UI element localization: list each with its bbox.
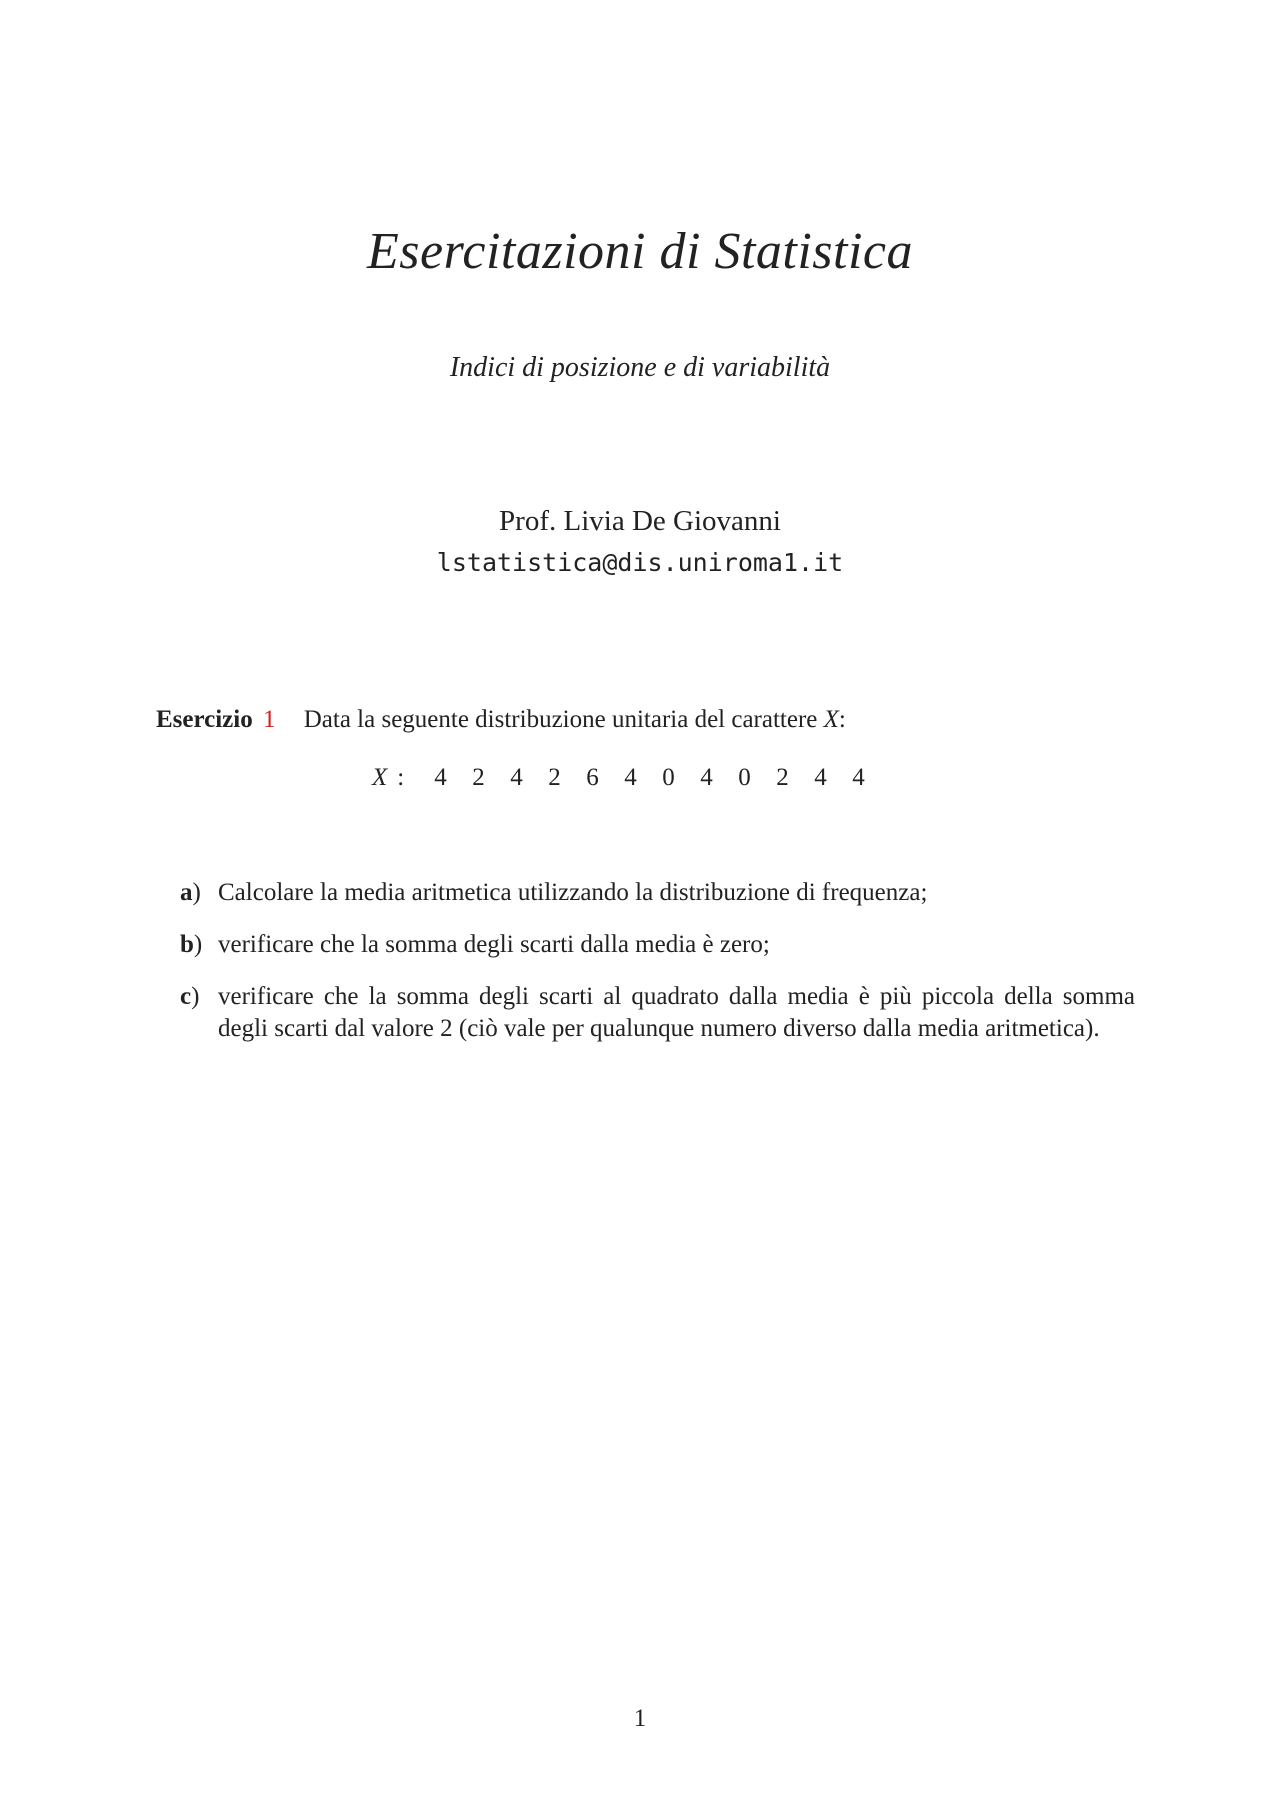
distribution-value: 2 bbox=[776, 764, 789, 791]
author-name: Prof. Livia De Giovanni bbox=[499, 505, 781, 537]
question-list bbox=[180, 877, 1135, 1065]
distribution-variable: X bbox=[372, 764, 388, 791]
distribution-values bbox=[434, 764, 890, 792]
question-text: verificare che la somma degli scarti dalla media è zero; bbox=[218, 931, 770, 958]
distribution-value: 0 bbox=[738, 764, 751, 791]
distribution-value: 2 bbox=[472, 764, 485, 791]
document-subtitle: Indici di posizione e di variabilità bbox=[449, 352, 831, 383]
distribution-value: 4 bbox=[852, 764, 865, 791]
distribution-value: 4 bbox=[510, 764, 523, 791]
distribution-value: 4 bbox=[434, 764, 447, 791]
question-letter-text: a bbox=[180, 879, 193, 906]
question-letter-text: b bbox=[180, 931, 194, 958]
document-title: Esercitazioni di Statistica bbox=[367, 223, 913, 280]
exercise-number: 1 bbox=[262, 706, 276, 733]
question-letter: c) bbox=[180, 983, 200, 1010]
exercise-intro bbox=[156, 706, 1136, 734]
distribution-colon: : bbox=[397, 764, 405, 791]
question-item-c bbox=[180, 981, 1135, 1045]
question-text: verificare che la somma degli scarti al quadrato dalla media è più piccola della somma degli scarti dal valore 2 (ciò vale per qualunque numero diverso dalla media aritmetica). bbox=[218, 983, 1135, 1042]
exercise-intro-colon: : bbox=[838, 706, 846, 733]
question-letter-text: c bbox=[180, 983, 192, 1010]
exercise-intro-variable: X bbox=[823, 706, 839, 733]
exercise-label: Esercizio bbox=[156, 706, 253, 733]
exercise-intro-text: Data la seguente distribuzione unitaria del carattere bbox=[303, 706, 818, 733]
distribution-value: 2 bbox=[548, 764, 561, 791]
distribution-value: 4 bbox=[814, 764, 827, 791]
distribution-value: 4 bbox=[624, 764, 637, 791]
distribution-value: 4 bbox=[700, 764, 713, 791]
distribution-value: 6 bbox=[586, 764, 599, 791]
page-number: 1 bbox=[633, 1705, 647, 1732]
question-text: Calcolare la media aritmetica utilizzando la distribuzione di frequenza; bbox=[218, 879, 928, 906]
question-item-b bbox=[180, 929, 1135, 961]
author-email: lstatistica@dis.uniroma1.it bbox=[436, 548, 844, 577]
question-item-a bbox=[180, 877, 1135, 909]
question-letter: a) bbox=[180, 879, 201, 906]
distribution-row bbox=[372, 764, 890, 792]
question-letter: b) bbox=[180, 931, 203, 958]
distribution-value: 0 bbox=[662, 764, 675, 791]
